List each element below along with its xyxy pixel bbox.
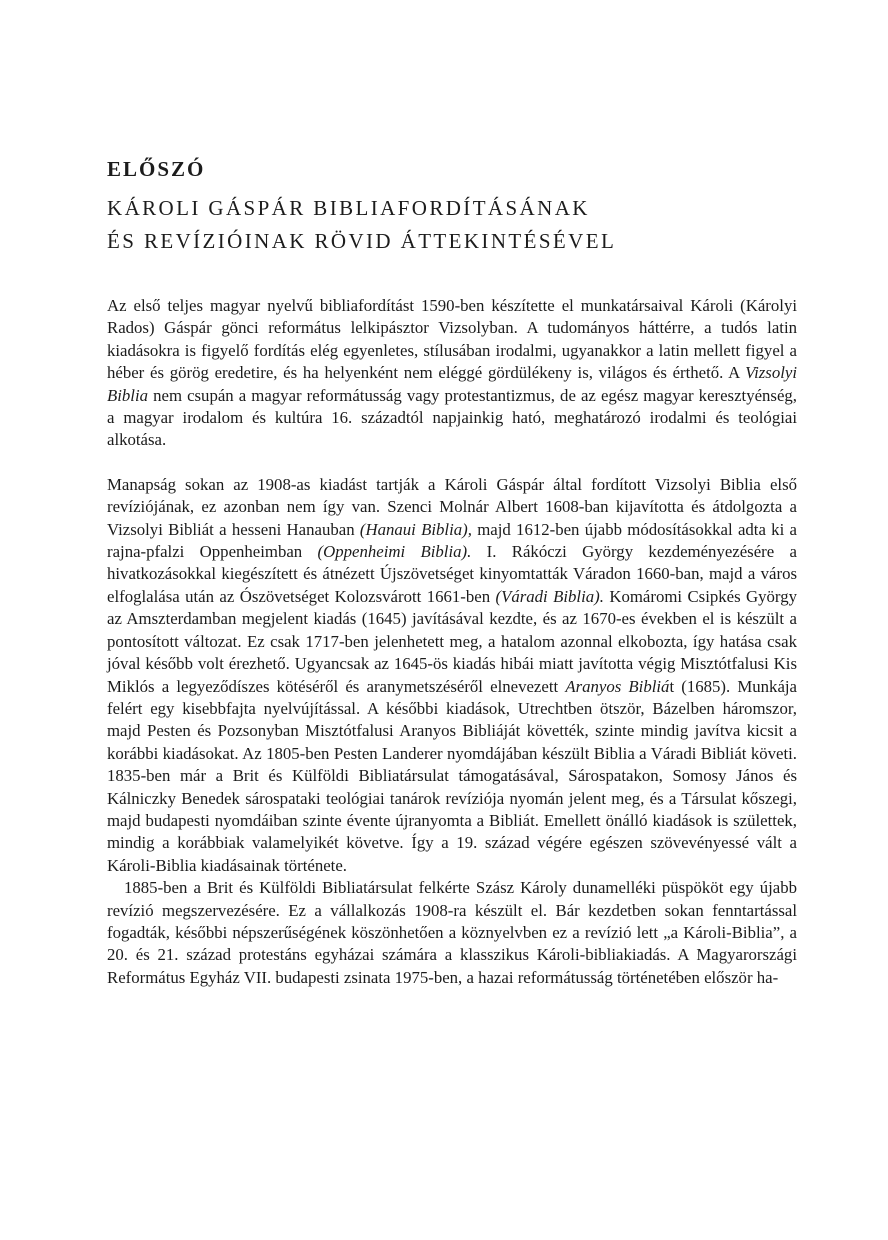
chapter-title	[107, 192, 807, 258]
paragraph-3	[107, 877, 797, 989]
text-run: nem csupán a magyar reformátusság vagy protestantizmus, de az egész magyar keresztyénség, a magyar irodalom és kultúra 16. századtól napjainkig ható, meghatározó irodalmi és teológiai alkotása.	[107, 385, 797, 450]
text-run: Az első teljes magyar nyelvű bibliafordítást 1590-ben készítette el munkatársaival Károli (Károlyi Rados) Gáspár gönci református lelkipásztor Vizsolyban. A tudományos háttérre, a tudós latin kiadásokra is figyelő fordítás elég egyenletes, stílusában irodalmi, ugyanakkor a latin mellett figyel a héber és görög eredetire, és ha helyenként nem eléggé gördülékeny is, világos és érthető. A	[107, 296, 797, 383]
text-run: majd 1612-ben újabb módosításokkal adta ki a rajna-pfalzi Oppenheimban	[107, 519, 797, 562]
italic-title: Aranyos Bibliá	[565, 676, 670, 696]
text-run: t (1685). Munkája felért egy kisebbfajta nyelvújítással. A későbbi kiadások, Utrechtben ötször, Bázelben háromszor, majd Pesten és Pozsonyban Misztótfalusi Aranyos Bibliáját követték, szinte mindig javítva kicsit a korábbi kiadásokat. Az 1805-ben Pesten Landerer nyomdájában készült Biblia a Váradi Bibliát követi. 1835-ben már a Brit és Külföldi Bibliatársulat támogatásával, Sárospatakon, Somosy János és Kálniczky Benedek sárospataki teológiai tanárok revíziója nyomán jelent meg, és a Társulat kőszegi, majd budapesti nyomdáiban szinte évente újranyomta a Bibliát. Emellett önálló kiadások is születtek, mindig a korábbiak valamelyikét követve. Így a 19. század végére egészen szövevényessé vált a Károli-Biblia kiadásainak története.	[107, 676, 798, 875]
text-run: I. Rákóczi György kezdeményezésére a hivatkozásokkal kiegészített és átnézett Újszövetséget kinyomtatták Váradon 1660-ban, majd a város elfoglalása után az Ószövetséget Kolozsvárott 1661-ben	[107, 542, 797, 606]
italic-title: (Hanaui Biblia),	[359, 519, 472, 539]
chapter-title-line-2: ÉS REVÍZIÓINAK RÖVID ÁTTEKINTÉSÉVEL	[107, 229, 617, 253]
paragraph-2	[107, 474, 797, 877]
paragraph-1	[107, 295, 797, 452]
text-run: 1885-ben a Brit és Külföldi Bibliatársulat felkérte Szász Károly dunamelléki püspököt egy újabb revízió megszervezésére. Ez a vállalkozás 1908-ra készült el. Bár kezdetben sokan fenntartással fogadták, későbbi népszerűségének köszönhetően a köznyelvben ez a revízió lett „a Károli-Biblia”, a 20. és 21. század protestáns egyházai számára a klasszikus Károli-bibliakiadás. A Magyarországi Református Egyház VII. budapesti zsinata 1975-ben, a hazai reformátusság történetében először ha-	[107, 878, 797, 987]
italic-title: (Oppenheimi Biblia).	[317, 542, 472, 562]
chapter-heading	[107, 155, 807, 258]
chapter-title-line-1: KÁROLI GÁSPÁR BIBLIAFORDÍTÁSÁNAK	[107, 196, 590, 220]
chapter-kicker: ELŐSZÓ	[107, 157, 206, 181]
body-text	[107, 295, 797, 989]
text-run: Manapság sokan az 1908-as kiadást tartják a Károli Gáspár által fordított Vizsolyi Biblia első revíziójának, ez azonban nem így van. Szenci Molnár Albert 1608-ban kijavította és átdolgozta a Vizsolyi Bibliát a hesseni Hanauban	[107, 474, 797, 539]
italic-title: Vizsolyi Biblia	[107, 363, 797, 405]
text-run: Komáromi Csipkés György az Amszterdamban megjelent kiadás (1645) javításával kezdte, és az 1670-es években el is készült a pontosított változat. Ez csak 1717-ben jelenhetett meg, a hatalom azonnal elkobozta, így hatása csak jóval később volt érezhető. Ugyancsak az 1645-ös kiadás hibái miatt javította végig Misztótfalusi Kis Miklós a legyeződíszes kötéséről és aranymetszéséről elnevezett	[107, 586, 798, 696]
italic-title: (Váradi Biblia).	[495, 586, 604, 606]
